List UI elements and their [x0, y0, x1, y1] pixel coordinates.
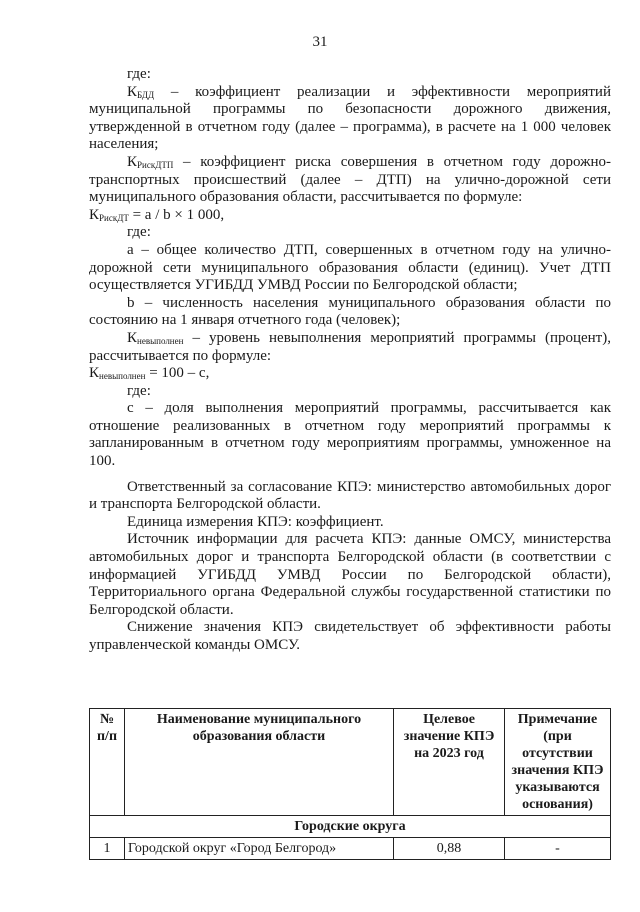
kbdd-symbol: К	[127, 83, 138, 100]
formula2-symbol: К	[89, 365, 100, 382]
header-num: № п/п	[90, 709, 125, 816]
decrease-paragraph: Снижение значения КПЭ свидетельствует об эффективности работы управленческой команды ОМСУ.	[89, 619, 611, 653]
formula1-expression: = a / b × 1 000,	[128, 206, 225, 223]
kbdd-subscript: БДД	[137, 89, 155, 100]
document-body	[89, 66, 611, 655]
c-definition: c – доля выполнения мероприятий программы, рассчитывается как отношение реализованных в отчетном году мероприятий программы к запланированным в отчетном году мероприятиям программы, умноженное на 100.	[89, 400, 611, 470]
where-label-1: где:	[127, 66, 151, 82]
row-num: 1	[90, 838, 125, 860]
page-number: 31	[312, 34, 328, 50]
krisk-definition	[89, 154, 611, 207]
krisk-text: – коэффициент риска совершения в отчетном году дорожно-транспортных происшествий (далее – ДТП) на улично-дорожной сети муниципального образования области, рассчитывается по формуле:	[89, 153, 611, 206]
knev-symbol: К	[127, 329, 138, 346]
formula2-expression: = 100 – c,	[145, 365, 210, 382]
knev-text: – уровень невыполнения мероприятий программы (процент), рассчитывается по формуле:	[89, 329, 611, 364]
where-label-2: где:	[127, 224, 151, 241]
knev-definition	[89, 330, 611, 365]
source-paragraph: Источник информации для расчета КПЭ: данные ОМСУ, министерства автомобильных дорог и транспорта Белгородской области (в соответствии с информацией УГИБДД УМВД России по Белгородской области), Территориального органа Федеральной службы государственной статистики по Белгородской области.	[89, 531, 611, 618]
table-row	[90, 838, 611, 860]
a-definition: а – общее количество ДТП, совершенных в отчетном году на улично-дорожной сети муниципального образования области (единиц). Учет ДТП осуществляется УГИБДД УМВД России по Белгородской области;	[89, 241, 611, 294]
header-target: Целевое значение КПЭ на 2023 год	[394, 709, 505, 816]
kbdd-definition	[89, 84, 611, 154]
kbdd-text: – коэффициент реализации и эффективности мероприятий муниципальной программы по безопасности дорожного движения, утвержденной в отчетном году (далее – программа), в расчете на 1 000 человек населения;	[89, 83, 611, 153]
row-value: 0,88	[394, 838, 505, 860]
table-header-row	[90, 709, 611, 816]
table-group-row	[90, 816, 611, 838]
row-note: -	[505, 838, 611, 860]
row-name: Городской округ «Город Белгород»	[125, 838, 394, 860]
formula1-symbol: К	[89, 206, 100, 223]
b-definition: b – численность населения муниципального образования области по состоянию на 1 января отчетного года (человек);	[89, 294, 611, 329]
formula-krisk	[89, 207, 611, 225]
krisk-symbol: К	[127, 153, 138, 170]
unit-paragraph: Единица измерения КПЭ: коэффициент.	[127, 513, 384, 530]
group-label: Городские округа	[90, 816, 611, 838]
where-label-3: где:	[127, 382, 151, 399]
header-name: Наименование муниципального образования области	[125, 709, 394, 816]
formula1-subscript: РискДТ	[99, 212, 129, 223]
formula-knev	[89, 365, 611, 383]
formula2-subscript: невыполнен	[99, 371, 146, 382]
kpe-table	[89, 708, 611, 860]
header-note: Примечание (при отсутствии значения КПЭ указываются основания)	[505, 709, 611, 816]
knev-subscript: невыполнен	[137, 335, 184, 346]
responsible-paragraph: Ответственный за согласование КПЭ: министерство автомобильных дорог и транспорта Белгородской области.	[89, 478, 611, 513]
krisk-subscript: РискДТП	[137, 159, 174, 170]
